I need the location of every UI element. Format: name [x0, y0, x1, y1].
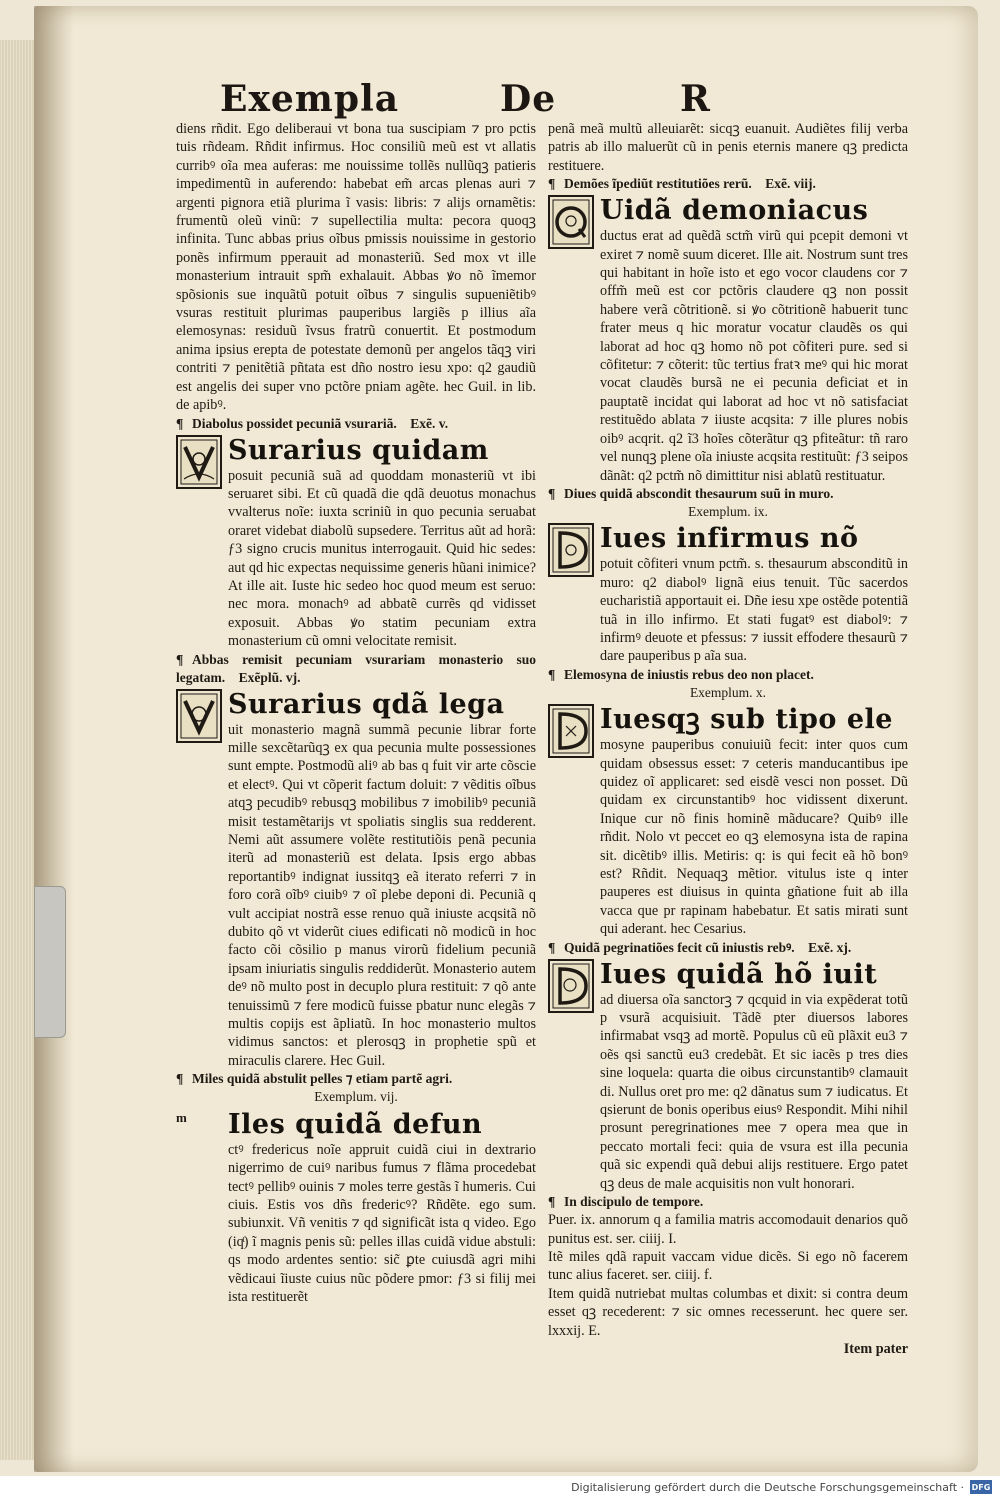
example-heading-text: [228, 1109, 536, 1307]
rubric-line: [548, 485, 908, 503]
right-column: [548, 120, 908, 1358]
example-title: Iues quidã hõ iuit: [600, 958, 878, 990]
decorated-initial-icon: [176, 435, 222, 489]
pilcrow-icon: ¶: [176, 415, 184, 431]
closing-paragraph: Puer. ix. annorum q a familia matris accomodauit denarios quõ punitus est. ser. ciiij. I.: [548, 1212, 908, 1247]
example-heading-text: [600, 195, 908, 485]
decorated-initial-icon: [176, 689, 222, 743]
dfg-logo-icon: DFG: [970, 1480, 992, 1494]
example-number: Exẽ. xj.: [808, 939, 852, 955]
example-title: Uidã demoniacus: [600, 195, 869, 227]
left-column: [176, 120, 536, 1306]
rubric-line: [548, 1193, 908, 1211]
gutter-shadow: [34, 6, 74, 1472]
pilcrow-icon: ¶: [548, 485, 556, 501]
example-heading: [176, 1109, 536, 1307]
example-body: mosyne pauperibus conuiuiũ fecit: inter quos cum quidam obsessus esset: ⁊ ceteris manducantibus ipe quidez oĩ applicaret: sed eisdẽ vesci non posset. Dũ quidam ex circunstantibꝰ hoc vidissent dixerunt. Inique cur nõ finis hominẽ mãducare? Quibꝰ ille rñdit. Nolo vt peccet eo qꝫ elemosyna ista de rapina sit. dicẽtibꝰ illis. Metiris: q: is qui fecit eã hõ bonꝰ est? Rñdit. Nequaqꝫ mẽtior. vitulus iste q inter pauperes est diuisus in quinta gñatione fuit ab illa vacca que pr rapinam habebatur. Et satis mirati sunt qui aderant. hec Cesarius.: [600, 737, 908, 938]
running-head-right: R: [680, 78, 711, 120]
guide-letter: m: [176, 1109, 187, 1125]
pilcrow-icon: ¶: [548, 176, 556, 192]
example-number: Exemplum. ix.: [688, 503, 768, 519]
decorated-initial-icon: [548, 959, 594, 1013]
example-heading-text: [600, 523, 908, 665]
pilcrow-icon: ¶: [548, 1194, 556, 1210]
example-title: Iles quidã defun: [228, 1108, 483, 1140]
example-number: Exẽplũ. vj.: [238, 669, 301, 685]
example-title: Surarius quidam: [228, 434, 489, 466]
closing-paragraph: Item quidã nutriebat multas columbas et dixit: si contra deum esset qꝫ recederent: ⁊ sic omnes recesserunt. hec quere ser. lxxxij. E.: [548, 1285, 908, 1339]
bookmark-tab: [34, 886, 66, 1038]
catchword: Item pater: [843, 1340, 908, 1357]
running-head-middle: De: [500, 78, 557, 120]
example-heading-text: [228, 689, 536, 1071]
rubric-text: Miles quidã abstulit pelles ⁊ etiam partẽ agri.: [192, 1071, 453, 1087]
example-number: Exemplum. vij.: [314, 1089, 398, 1105]
footer-credit: Digitalisierung gefördert durch die Deutsche Forschungsgemeinschaft ·: [571, 1480, 964, 1494]
example-title: Iues infirmus nõ: [600, 523, 859, 555]
example-body: posuit pecuniã suã ad quoddam monasteriũ vt ibi seruaret sibi. Et cũ quadã die qdã deuotus monachus vvalterus noĩe: iuxta scriniũ in quo pecunia seruabat oraret videbat diabolũ supsedere. Territus aũt ad horã: ƒ3 signo crucis munitus interrogauit. Quid hic sedes: aut qd hic expectas nequissime generis hũani inimice? At ille ait. Iuste hic sedeo hoc quod meum est seruo: nec mora. monachꝰ ad abbatẽ currẽs qd vidisset exposuit. Abbas ꝟo statim pecuniam extra monasterium cũ omni velocitate remisit.: [228, 467, 536, 650]
example-body: potuit cõfiteri vnum pctm̃. s. thesaurum absconditũ in muro: q2 diabolꝰ lignã eius tenuit. Tũc sacerdos eucharistiã apportauit ei. Dñe iesu xpe ostẽde potentiã tuã in illo infirmo. Et stati fugatꝰ est diabolꝰ: ⁊ infirmꝰ deuote et pfessus: ⁊ iussit effodere thesaurũ ⁊ dare pauperibus p aĩa sua.: [600, 556, 908, 665]
decorated-initial-icon: [548, 523, 594, 577]
example-heading: [548, 704, 908, 938]
example-heading-text: [600, 704, 908, 938]
rubric-line: [548, 175, 908, 193]
example-heading: [548, 523, 908, 665]
decorated-initial-icon: [548, 195, 594, 249]
pilcrow-icon: ¶: [548, 939, 556, 955]
running-head-left: Exempla: [220, 78, 400, 120]
example-number: Exẽ. v.: [410, 415, 449, 431]
closing-paragraph: Itẽ miles qdã rapuit vaccam vidue dicẽs. Si ego nõ facerem tunc alius faceret. ser. ciiij. f.: [548, 1248, 908, 1284]
example-body: uit monasterio magnã summã pecunie librar forte mille sexcẽtarũqꝫ ex qua pecunia multe possessiones sunt empte. Postmodũ aliꝰ ab bas q fuit vir arte cõscie et electꝰ. Qui vt cõperit factum doluit: ⁊ vẽditis oĩbus atqꝫ pecudibꝰ rebusqꝫ mobilibus ⁊ imobilibꝰ pecuniã misit testamẽtarijs vt spoliatis singlis sua redderent. Nemi aũt assumere volẽte restitutiõis penã pecunia iterũ ad monasteriũ est delata. Ipsis ergo abbas reportantibꝰ indignat iussitqꝫ eã iterato referri ⁊ in foro corã oĩbꝰ ciuibꝰ ⁊ oĩ plebe deponi di. Pecuniã q vult accipiat nostrã esse renuo quã iniuste acqsitã nõ dubito qõ vt viderũt ciues edificati nõ modicũ in hoc facto cõi cõsilio p manus virorũ fidelium pecuniã ipsam iniuriatis singulis reddiderũt. Monasterio autem deꝰ nõ multo post in decuplo plura restituit: ⁊ qõ ante tenuissimũ ⁊ fere modicũ fuisse pbatur nunc elegãs ⁊ multis copijs est ãpliatũ. In hoc monasterio multos vidimus sanctos: et plerosqꝫ in prophetie spũ et miraculis clarere. Hec Guil.: [228, 721, 536, 1069]
right-intro: penã meã multũ alleuiarẽt: sicqꝫ euanuit. Audiẽtes filij verba patris ab illo maluerũt cũ in penis eternis manere qꝫ predicta restituere.: [548, 121, 908, 174]
rubric-text: Demões ĩpediũt restitutiões rerũ.: [564, 176, 752, 192]
example-heading: [548, 959, 908, 1193]
example-heading-text: [228, 435, 536, 651]
example-body: ductus erat ad quẽdã sctm̃ virũ qui pcepit demoni vt exiret ⁊ nomẽ suum diceret. Ille ait. Nostrum sunt tres qui habitant in hoĩe isto et ego vocor claudens cor ⁊ offm̃ meũ est cor pctõris claudere qꝫ non possit habere verã cõtritionẽ. si ꝟo cõtritionẽ habuerit tunc frater meus q hic moratur vocatur claudẽs os qui laborat ad hoc qꝫ homo nõ pot cõfiteri pure. sed si cõfitetur: ⁊ cõterit: tũc tertius fratꝛ meꝰ qui hic morat vocat claudẽs bursã ne ei pecunia deficiat et in pauptatẽ incidat qui laborat ad hoc vt nõ satisfaciat restituẽdo ablata ⁊ iiuste acqsita: ⁊ ille plures nobis oibꝰ acqrit. q2 ĩ3 hoĩes cõterãtur qꝫ pfiteãtur: tñ raro vel nunqꝫ plene oĩa iniuste acqsita restituũt: ƒ3 seipos dãnãt: q2 pctm̃ nõ dimittitur nisi ablatũ restituatur.: [600, 228, 908, 484]
example-heading-text: [600, 959, 908, 1193]
rubric-text: Abbas remisit pecuniam vsurariam monasterio suo legatam.: [176, 651, 536, 685]
example-heading: [176, 435, 536, 651]
rubric-text: Quidã pegrinatiões fecit cũ iniustis rebꝰ.: [564, 939, 795, 955]
example-heading: [176, 689, 536, 1071]
rubric-text: Diues quidã abscondit thesaurum suũ in muro.: [564, 485, 834, 501]
example-heading: [548, 195, 908, 485]
example-title: Surarius qdã lega: [228, 688, 505, 720]
rubric-text: Elemosyna de iniustis rebus deo non placet.: [564, 666, 814, 682]
example-number: Exẽ. viij.: [765, 176, 816, 192]
rubric-line: [176, 415, 536, 433]
pilcrow-icon: ¶: [176, 1071, 184, 1087]
pilcrow-icon: ¶: [176, 651, 184, 667]
rubric-line: [548, 666, 908, 684]
decorated-initial-icon: [548, 704, 594, 758]
example-body: ctꝰ fredericus noĩe appruit cuidã ciui in dextrario nigerrimo de cuiꝰ naribus fumus ⁊ flãma procedebat tectꝰ pellibꝰ ouinis ⁊ moles terre gestãs ĩ humeris. Cui ciuis. Estis vos dñs fredericꝰ? Rñdẽte. ego sum. subiunxit. Vñ venitis ⁊ qd significãt ista q video. Ego (iqͭ) ĩ magnis penis sũ: pelles illas cuidã vidue abstuli: qs modo ardentes sentio: sic̃ ꝑte cuiusdã agri mihi vẽdicaui ĩiuste cuius nũc põdere pmor: ƒ3 si filij mei ista restituerẽt: [228, 1141, 536, 1305]
book-page-edges: [0, 40, 35, 1460]
example-number: Exemplum. x.: [689, 684, 767, 700]
rubric-line: [176, 651, 536, 687]
footer-bar: [0, 1476, 1000, 1498]
initial-space: [176, 1109, 228, 1127]
pilcrow-icon: ¶: [548, 666, 556, 682]
example-body: ad diuersa oĩa sanctorꝫ ⁊ qcquid in via expẽderat totũ p vsurã acquisiuit. Tãdẽ pter diuersos labores infirmabat vsqꝫ ad mortẽ. Populus cũ eũ plãxit eu3 ⁊ oẽs qsi sanctũ eu3 credebãt. Et sic iacẽs p tres dies sine loquela: quarta die oibus circunstantibꝰ clamauit di. Nullus oret pro me: q2 dãnatus sum ⁊ iudicatus. Et qsierunt de bonis operibus eiusꝰ Respondit. Mihi nihil prosunt peregrinationes mee ⁊ opera mea que in peccato mortali feci: quia de vsura est illa pecunia quã sic expendi quã debui alijs restituere. Ergo patet qꝫ deus de male acquisitis non vult honorari.: [600, 991, 908, 1192]
rubric-text: Diabolus possidet pecuniã vsurariã.: [192, 415, 397, 431]
left-paragraph: diens rñdit. Ego deliberaui vt bona tua suscipiam ⁊ pro pctis tuis rñdeam. Rñdit infirmus. Hoc consiliũ meũ est vt allatis curribꝰ oĩa mea auferas: me nouissime tollẽs nullũqꝫ patieris impedimentũ in auferendo: habebat em̃ arcas plenas auri ⁊ argenti pignora etiã plurima ĩ vasis: libris: ⁊ alijs ornamẽtis: frumentũ oleũ vinũ: ⁊ supellectilia multa: pecora quoqꝫ infinita. Tunc abbas prius oĩbus pmissis nouissime in gestorio ponẽs infirmum pperauit ad monasteriũ. Sed mox vt ille monasterium intrauit spm̃ exhalauit. Abbas ꝟo nõ ĩmemor spõsionis sue inquãtũ potuit oĩbus ⁊ singulis supueniẽtibꝰ vsuras restituit plurimas pauperibus largiẽs p illius aĩa elemosynas: residuũ ĩvsus fratrũ conuertit. Et postmodum anima ipsius erepta de potestate demonũ per angelos tãqꝫ viri contriti ⁊ penitẽtiã pñtata est dño nostro iesu xpo: q2 gaudiũ est angelis dei super vno pctõre pniam agẽte. hec Guil. in lib. de apibꝰ.: [176, 121, 536, 414]
rubric-text: In discipulo de tempore.: [564, 1194, 704, 1210]
rubric-line: [176, 1070, 536, 1088]
example-title: Iuesqꝫ sub tipo ele: [600, 704, 893, 736]
rubric-line: [548, 939, 908, 957]
